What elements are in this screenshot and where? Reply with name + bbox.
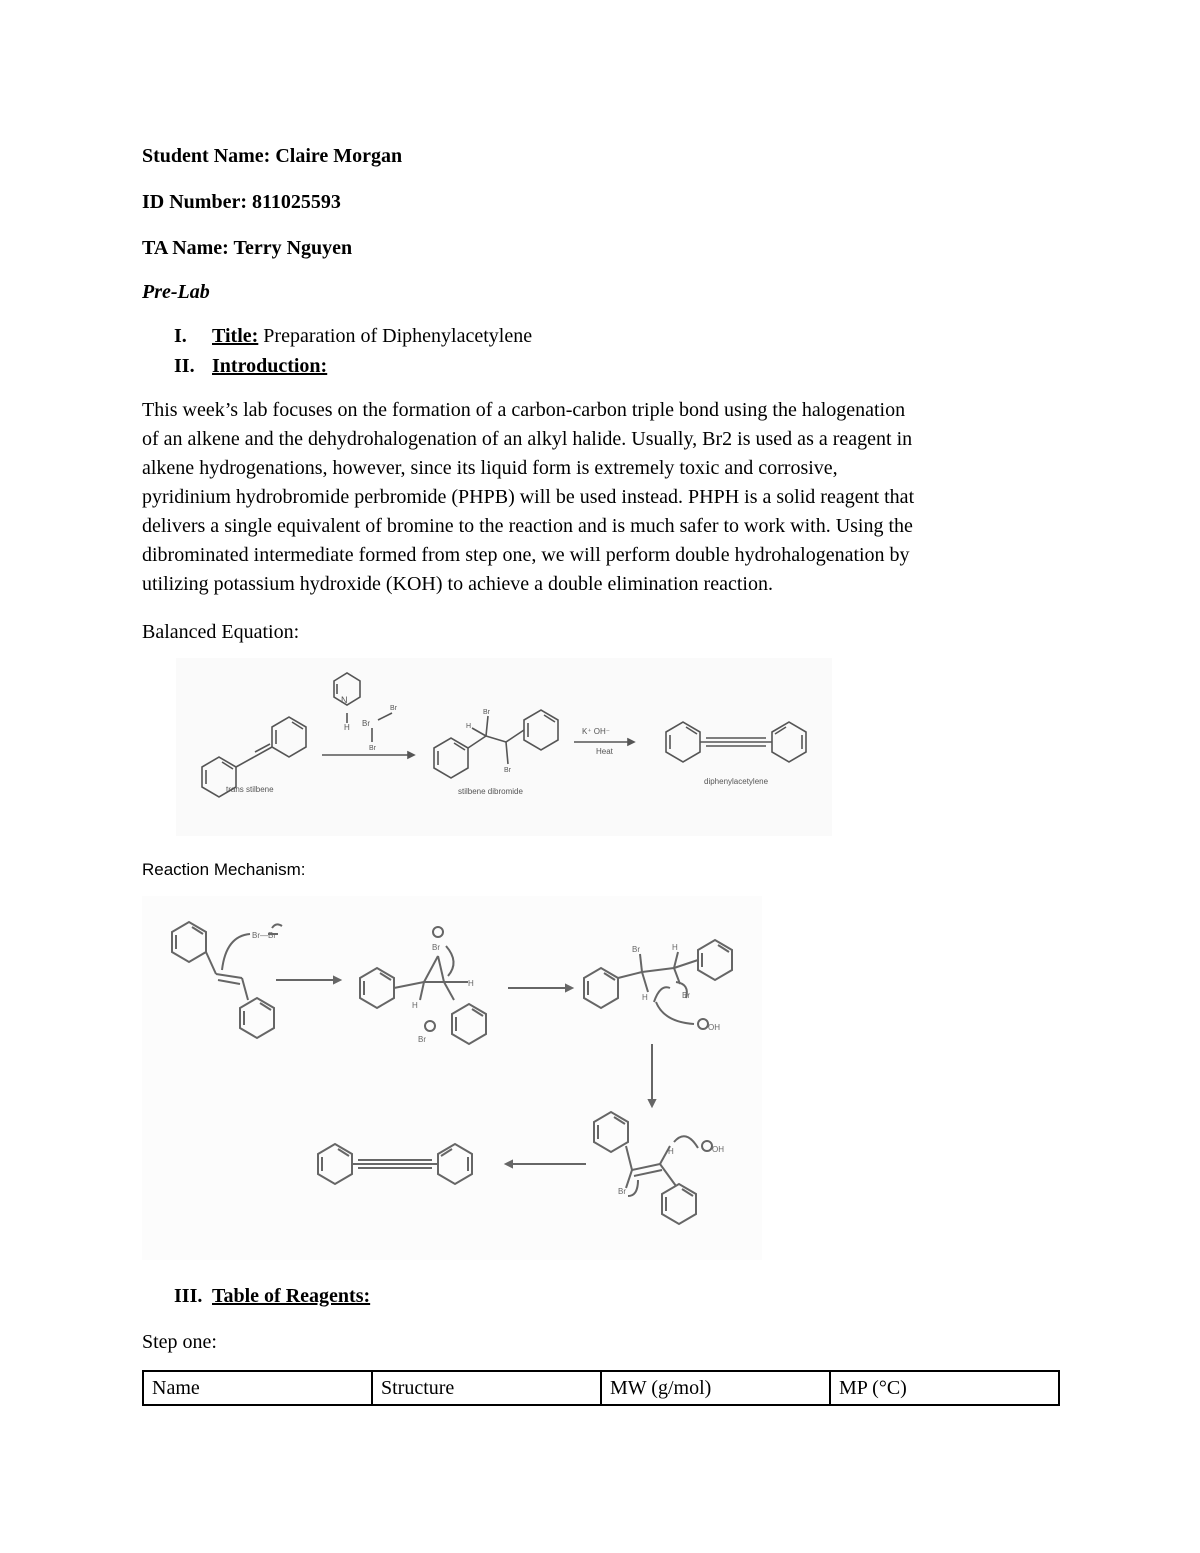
table-header-structure: Structure xyxy=(372,1371,601,1405)
student-name: Student Name: Claire Morgan xyxy=(142,145,403,167)
pyridinium-n-label: N xyxy=(341,695,348,705)
pyridinium-h-label: H xyxy=(344,723,350,732)
stilbene-dibromide-label: stilbene dibromide xyxy=(458,787,523,796)
title-num: I. xyxy=(174,325,187,347)
reagent-br-label: Br xyxy=(362,719,370,728)
dibromide-br-label: Br xyxy=(632,945,640,954)
intro-label: Introduction: xyxy=(212,355,328,377)
vinyl-br-label: Br xyxy=(618,1187,626,1196)
reagents-label: Table of Reagents: xyxy=(212,1285,371,1307)
dibromide-br-label: Br xyxy=(682,991,690,1000)
title-text: Preparation of Diphenylacetylene xyxy=(258,325,533,347)
reagent-br-label: Br xyxy=(390,705,397,712)
bromide-ion-label: Br xyxy=(418,1035,426,1044)
reaction-mechanism-heading: Reaction Mechanism: xyxy=(142,860,306,879)
table-header-mw: MW (g/mol) xyxy=(601,1371,830,1405)
heat-label: Heat xyxy=(596,747,613,756)
balanced-equation-heading: Balanced Equation: xyxy=(142,621,300,643)
bromonium-h-label: H xyxy=(468,979,474,988)
table-header-name: Name xyxy=(143,1371,372,1405)
ta-name: TA Name: Terry Nguyen xyxy=(142,237,353,259)
dibromide-h-label: H xyxy=(672,943,678,952)
title-label: Title: xyxy=(212,325,259,347)
figure-background xyxy=(142,896,762,1260)
reagent-br-label: Br xyxy=(369,745,376,752)
intro-line: alkene hydrogenations, however, since its liquid form is extremely toxic and corrosive, xyxy=(142,457,838,479)
hydroxide-label: OH xyxy=(708,1023,720,1032)
figure-background xyxy=(176,658,832,836)
reagents-item xyxy=(174,1284,370,1308)
dibromide-h-label: H xyxy=(642,993,648,1002)
koh-reagent-label: K⁺ OH⁻ xyxy=(582,727,611,736)
bromonium-br-label: Br xyxy=(432,943,440,952)
intro-line: delivers a single equivalent of bromine to the reaction and is much safer to work with. Using the xyxy=(142,515,913,537)
vinyl-h-label: H xyxy=(668,1147,674,1156)
table-header-mp: MP (°C) xyxy=(830,1371,1059,1405)
reaction-mechanism-figure xyxy=(142,896,762,1260)
id-number: ID Number: 811025593 xyxy=(142,191,341,213)
introduction-paragraph xyxy=(142,396,1062,599)
table-header-row xyxy=(143,1371,1059,1405)
intro-line: dibrominated intermediate formed from step one, we will perform double hydrohalogenation by xyxy=(142,544,910,566)
br2-label: Br—Br xyxy=(252,931,276,940)
reagents-table xyxy=(142,1370,1060,1406)
diphenylacetylene-label: diphenylacetylene xyxy=(704,777,769,786)
intro-num: II. xyxy=(174,355,195,377)
intro-line: of an alkene and the dehydrohalogenation of an alkyl halide. Usually, Br2 is used as a reagent in xyxy=(142,428,913,450)
reagents-num: III. xyxy=(174,1285,203,1307)
dibromide-br-label: Br xyxy=(483,709,490,716)
dibromide-h-label: H xyxy=(466,723,472,730)
section-label: Pre-Lab xyxy=(142,281,210,303)
hydroxide-label: OH xyxy=(712,1145,724,1154)
intro-line: This week’s lab focuses on the formation of a carbon-carbon triple bond using the halogenation xyxy=(142,399,906,421)
step-one-label: Step one: xyxy=(142,1331,217,1353)
intro-item xyxy=(174,354,327,378)
title-item xyxy=(174,324,532,348)
intro-line: utilizing potassium hydroxide (KOH) to achieve a double elimination reaction. xyxy=(142,573,773,595)
balanced-equation-figure xyxy=(176,658,832,836)
trans-stilbene-label: trans stilbene xyxy=(226,785,274,794)
bromonium-h-label: H xyxy=(412,1001,418,1010)
intro-line: pyridinium hydrobromide perbromide (PHPB) will be used instead. PHPH is a solid reagent that xyxy=(142,486,915,508)
dibromide-br-label: Br xyxy=(504,767,511,774)
